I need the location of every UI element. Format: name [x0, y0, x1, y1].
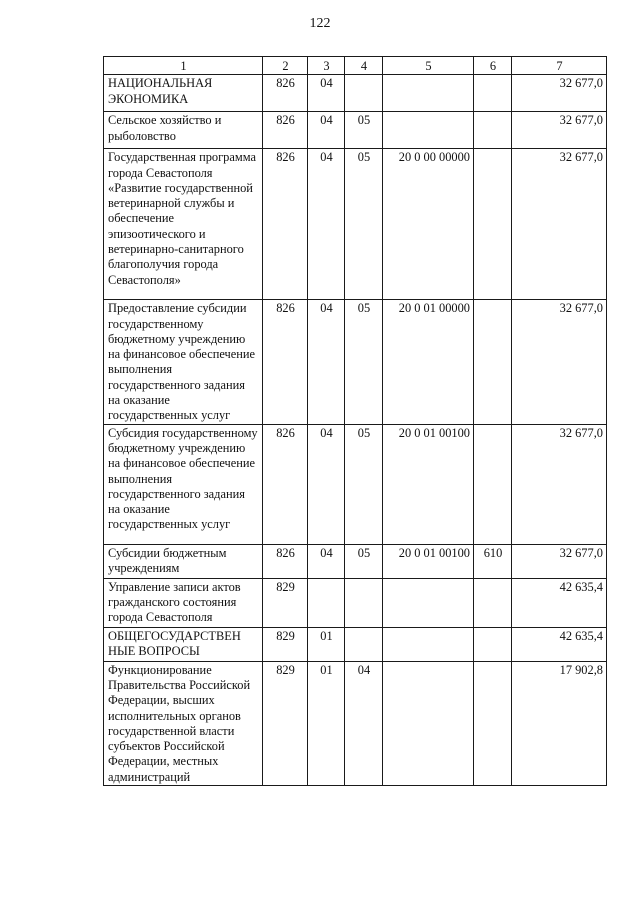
cell-col-3 [308, 578, 345, 627]
table-row [104, 578, 607, 627]
cell-col-7: 32 677,0 [512, 544, 607, 578]
table-row [104, 627, 607, 661]
cell-col-3: 04 [308, 112, 345, 149]
cell-col-3: 01 [308, 661, 345, 785]
page-number: 122 [309, 16, 331, 31]
cell-col-3: 01 [308, 627, 345, 661]
cell-name: НАЦИОНАЛЬНАЯ ЭКОНОМИКА [104, 75, 263, 112]
cell-col-2: 829 [263, 578, 308, 627]
cell-col-2: 826 [263, 300, 308, 424]
cell-col-4: 05 [345, 149, 383, 300]
cell-col-3: 04 [308, 149, 345, 300]
cell-col-6 [474, 75, 512, 112]
header-col-1: 1 [104, 57, 263, 75]
cell-name: ОБЩЕГОСУДАРСТВЕН НЫЕ ВОПРОСЫ [104, 627, 263, 661]
cell-col-7: 17 902,8 [512, 661, 607, 785]
header-col-7: 7 [512, 57, 607, 75]
cell-col-2: 826 [263, 544, 308, 578]
cell-col-2: 829 [263, 661, 308, 785]
cell-col-3: 04 [308, 300, 345, 424]
cell-col-3: 04 [308, 424, 345, 544]
cell-col-6 [474, 149, 512, 300]
cell-col-5: 20 0 01 00000 [383, 300, 474, 424]
cell-col-7: 42 635,4 [512, 627, 607, 661]
cell-col-5: 20 0 00 00000 [383, 149, 474, 300]
header-col-6: 6 [474, 57, 512, 75]
header-col-5: 5 [383, 57, 474, 75]
table-row [104, 424, 607, 544]
cell-col-7: 32 677,0 [512, 112, 607, 149]
cell-col-4: 05 [345, 112, 383, 149]
cell-name: Управление записи актов гражданского состояния города Севастополя [104, 578, 263, 627]
table-row [104, 112, 607, 149]
cell-col-6 [474, 300, 512, 424]
cell-col-3: 04 [308, 75, 345, 112]
cell-col-4: 05 [345, 544, 383, 578]
header-row [104, 57, 607, 75]
header-col-3: 3 [308, 57, 345, 75]
cell-col-5 [383, 112, 474, 149]
cell-col-5 [383, 578, 474, 627]
cell-col-5 [383, 661, 474, 785]
table-row [104, 544, 607, 578]
cell-col-2: 826 [263, 75, 308, 112]
table-row [104, 75, 607, 112]
cell-col-2: 826 [263, 149, 308, 300]
cell-col-4 [345, 627, 383, 661]
cell-name: Субсидии бюджетным учреждениям [104, 544, 263, 578]
table-row [104, 661, 607, 785]
cell-col-5: 20 0 01 00100 [383, 544, 474, 578]
cell-col-4 [345, 578, 383, 627]
cell-col-6 [474, 627, 512, 661]
cell-col-2: 826 [263, 424, 308, 544]
budget-table [103, 56, 607, 786]
cell-name: Государственная программа города Севастополя «Развитие государственной ветеринарной службы и обеспечение эпизоотического и ветеринарно-санитарного благополучия города Севастополя» [104, 149, 263, 300]
cell-col-7: 42 635,4 [512, 578, 607, 627]
cell-col-6: 610 [474, 544, 512, 578]
cell-col-6 [474, 112, 512, 149]
table-row [104, 149, 607, 300]
cell-col-5 [383, 75, 474, 112]
cell-col-5 [383, 627, 474, 661]
cell-col-4 [345, 75, 383, 112]
cell-col-5: 20 0 01 00100 [383, 424, 474, 544]
cell-col-7: 32 677,0 [512, 300, 607, 424]
cell-name: Функционирование Правительства Российской Федерации, высших исполнительных органов государственной власти субъектов Российской Федерации, местных администраций [104, 661, 263, 785]
cell-col-7: 32 677,0 [512, 149, 607, 300]
cell-col-4: 05 [345, 300, 383, 424]
table-row [104, 300, 607, 424]
cell-col-6 [474, 578, 512, 627]
cell-col-3: 04 [308, 544, 345, 578]
cell-name: Субсидия государственному бюджетному учреждению на финансовое обеспечение выполнения государственного задания на оказание государственных услуг [104, 424, 263, 544]
header-col-4: 4 [345, 57, 383, 75]
cell-col-2: 826 [263, 112, 308, 149]
header-col-2: 2 [263, 57, 308, 75]
cell-col-6 [474, 424, 512, 544]
cell-col-6 [474, 661, 512, 785]
cell-col-7: 32 677,0 [512, 75, 607, 112]
cell-col-4: 04 [345, 661, 383, 785]
cell-name: Сельское хозяйство и рыболовство [104, 112, 263, 149]
cell-col-7: 32 677,0 [512, 424, 607, 544]
cell-name: Предоставление субсидии государственному бюджетному учреждению на финансовое обеспечение выполнения государственного задания на оказание государственных услуг [104, 300, 263, 424]
cell-col-2: 829 [263, 627, 308, 661]
cell-col-4: 05 [345, 424, 383, 544]
